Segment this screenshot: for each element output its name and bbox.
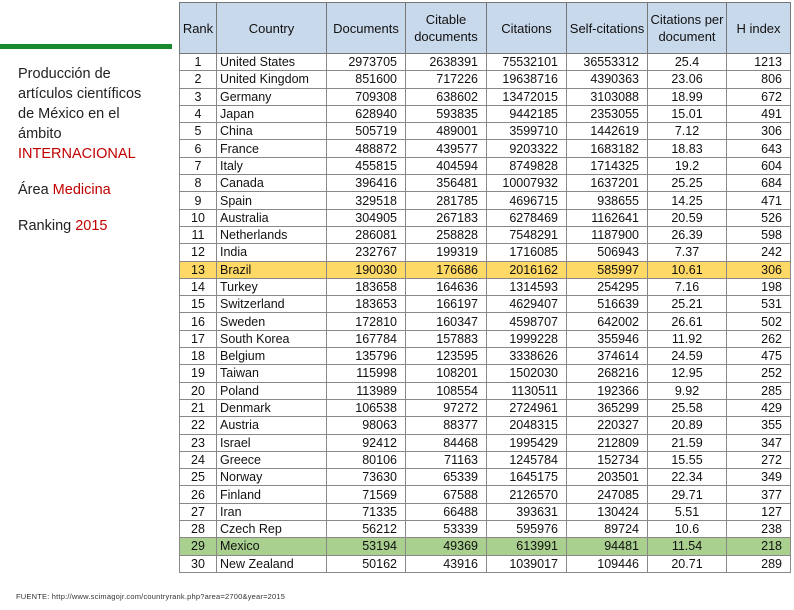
title-line-4: ámbito — [18, 126, 62, 142]
title-line-5: INTERNACIONAL — [18, 146, 136, 162]
cell-citations-per-document: 15.55 — [648, 451, 727, 468]
cell-citations: 2016162 — [487, 261, 567, 278]
title-line-3: de México en el — [18, 106, 120, 122]
cell-citations: 13472015 — [487, 88, 567, 105]
cell-self-citations: 1187900 — [567, 226, 648, 243]
cell-citable-documents: 638602 — [406, 88, 487, 105]
cell-documents: 2973705 — [327, 54, 406, 71]
header-self-citations: Self-citations — [567, 3, 648, 54]
cell-self-citations: 109446 — [567, 555, 648, 572]
cell-citations-per-document: 26.39 — [648, 226, 727, 243]
table-row — [180, 417, 791, 434]
header-citations: Citations — [487, 3, 567, 54]
cell-self-citations: 212809 — [567, 434, 648, 451]
cell-documents: 113989 — [327, 382, 406, 399]
title-line-1: Producción de — [18, 66, 111, 82]
cell-citations-per-document: 19.2 — [648, 157, 727, 174]
cell-rank: 30 — [180, 555, 217, 572]
cell-citations-per-document: 25.4 — [648, 54, 727, 71]
cell-citations-per-document: 25.21 — [648, 296, 727, 313]
cell-citations-per-document: 26.61 — [648, 313, 727, 330]
cell-country: New Zealand — [217, 555, 327, 572]
area-line — [18, 180, 178, 200]
cell-h-index: 502 — [727, 313, 791, 330]
cell-self-citations: 355946 — [567, 330, 648, 347]
cell-rank: 22 — [180, 417, 217, 434]
table-row — [180, 123, 791, 140]
cell-country: Sweden — [217, 313, 327, 330]
cell-self-citations: 247085 — [567, 486, 648, 503]
cell-self-citations: 36553312 — [567, 54, 648, 71]
table-row — [180, 54, 791, 71]
cell-citations-per-document: 18.83 — [648, 140, 727, 157]
cell-citations-per-document: 25.58 — [648, 399, 727, 416]
cell-rank: 20 — [180, 382, 217, 399]
cell-citable-documents: 123595 — [406, 348, 487, 365]
cell-citations: 9442185 — [487, 105, 567, 122]
cell-documents: 98063 — [327, 417, 406, 434]
table-row — [180, 538, 791, 555]
cell-country: Finland — [217, 486, 327, 503]
cell-documents: 50162 — [327, 555, 406, 572]
cell-h-index: 262 — [727, 330, 791, 347]
ranking-line — [18, 216, 178, 236]
cell-citations: 2724961 — [487, 399, 567, 416]
cell-self-citations: 192366 — [567, 382, 648, 399]
cell-documents: 286081 — [327, 226, 406, 243]
cell-citable-documents: 258828 — [406, 226, 487, 243]
area-label: Área — [18, 182, 49, 198]
cell-rank: 4 — [180, 105, 217, 122]
cell-country: Canada — [217, 175, 327, 192]
cell-country: Germany — [217, 88, 327, 105]
cell-rank: 16 — [180, 313, 217, 330]
cell-h-index: 1213 — [727, 54, 791, 71]
cell-citations: 1645175 — [487, 469, 567, 486]
cell-citations-per-document: 20.71 — [648, 555, 727, 572]
cell-self-citations: 1714325 — [567, 157, 648, 174]
cell-documents: 232767 — [327, 244, 406, 261]
cell-rank: 7 — [180, 157, 217, 174]
header-h-index: H index — [727, 3, 791, 54]
cell-rank: 1 — [180, 54, 217, 71]
cell-self-citations: 642002 — [567, 313, 648, 330]
source-footer: FUENTE: http://www.scimagojr.com/countryrank.php?area=2700&year=2015 — [16, 592, 286, 601]
cell-documents: 167784 — [327, 330, 406, 347]
cell-citations: 3338626 — [487, 348, 567, 365]
cell-citations: 75532101 — [487, 54, 567, 71]
cell-citations: 4629407 — [487, 296, 567, 313]
cell-citations-per-document: 10.61 — [648, 261, 727, 278]
cell-rank: 17 — [180, 330, 217, 347]
table-row — [180, 157, 791, 174]
table-row — [180, 365, 791, 382]
cell-documents: 396416 — [327, 175, 406, 192]
cell-self-citations: 938655 — [567, 192, 648, 209]
ranking-table-container — [179, 2, 794, 572]
cell-h-index: 306 — [727, 123, 791, 140]
table-row — [180, 192, 791, 209]
cell-h-index: 347 — [727, 434, 791, 451]
cell-citable-documents: 71163 — [406, 451, 487, 468]
cell-citations: 613991 — [487, 538, 567, 555]
cell-citable-documents: 176686 — [406, 261, 487, 278]
table-row — [180, 244, 791, 261]
cell-rank: 6 — [180, 140, 217, 157]
cell-citations-per-document: 25.25 — [648, 175, 727, 192]
cell-documents: 92412 — [327, 434, 406, 451]
cell-documents: 455815 — [327, 157, 406, 174]
cell-citations-per-document: 18.99 — [648, 88, 727, 105]
cell-country: Belgium — [217, 348, 327, 365]
cell-country: India — [217, 244, 327, 261]
cell-citable-documents: 267183 — [406, 209, 487, 226]
cell-country: Italy — [217, 157, 327, 174]
table-row — [180, 105, 791, 122]
cell-documents: 183658 — [327, 278, 406, 295]
cell-citations-per-document: 7.16 — [648, 278, 727, 295]
cell-self-citations: 1162641 — [567, 209, 648, 226]
cell-citable-documents: 108554 — [406, 382, 487, 399]
cell-documents: 172810 — [327, 313, 406, 330]
cell-country: Switzerland — [217, 296, 327, 313]
top-accent-rule — [0, 44, 172, 49]
cell-rank: 5 — [180, 123, 217, 140]
cell-citations-per-document: 22.34 — [648, 469, 727, 486]
cell-h-index: 218 — [727, 538, 791, 555]
cell-citations: 1314593 — [487, 278, 567, 295]
cell-documents: 80106 — [327, 451, 406, 468]
cell-country: Taiwan — [217, 365, 327, 382]
cell-h-index: 531 — [727, 296, 791, 313]
table-row — [180, 226, 791, 243]
table-row — [180, 296, 791, 313]
cell-documents: 488872 — [327, 140, 406, 157]
cell-h-index: 198 — [727, 278, 791, 295]
cell-documents: 115998 — [327, 365, 406, 382]
cell-self-citations: 89724 — [567, 521, 648, 538]
cell-h-index: 306 — [727, 261, 791, 278]
cell-h-index: 242 — [727, 244, 791, 261]
cell-h-index: 429 — [727, 399, 791, 416]
cell-self-citations: 374614 — [567, 348, 648, 365]
cell-citations-per-document: 15.01 — [648, 105, 727, 122]
cell-citable-documents: 356481 — [406, 175, 487, 192]
cell-self-citations: 365299 — [567, 399, 648, 416]
cell-citations-per-document: 29.71 — [648, 486, 727, 503]
cell-rank: 2 — [180, 71, 217, 88]
left-title-panel — [18, 64, 178, 236]
cell-citable-documents: 404594 — [406, 157, 487, 174]
cell-self-citations: 152734 — [567, 451, 648, 468]
cell-citations-per-document: 23.06 — [648, 71, 727, 88]
cell-country: United Kingdom — [217, 71, 327, 88]
cell-rank: 25 — [180, 469, 217, 486]
header-citations-per-document: Citations per document — [648, 3, 727, 54]
table-row — [180, 175, 791, 192]
cell-citations: 2048315 — [487, 417, 567, 434]
cell-country: Denmark — [217, 399, 327, 416]
cell-citations: 9203322 — [487, 140, 567, 157]
cell-citations: 4598707 — [487, 313, 567, 330]
cell-citable-documents: 164636 — [406, 278, 487, 295]
cell-documents: 709308 — [327, 88, 406, 105]
header-country: Country — [217, 3, 327, 54]
cell-country: Greece — [217, 451, 327, 468]
cell-rank: 14 — [180, 278, 217, 295]
cell-documents: 56212 — [327, 521, 406, 538]
cell-documents: 71569 — [327, 486, 406, 503]
cell-h-index: 289 — [727, 555, 791, 572]
cell-citable-documents: 66488 — [406, 503, 487, 520]
cell-citations-per-document: 10.6 — [648, 521, 727, 538]
table-row — [180, 313, 791, 330]
table-row — [180, 382, 791, 399]
table-row — [180, 521, 791, 538]
cell-citations: 10007932 — [487, 175, 567, 192]
cell-self-citations: 516639 — [567, 296, 648, 313]
cell-country: United States — [217, 54, 327, 71]
cell-country: Brazil — [217, 261, 327, 278]
cell-self-citations: 506943 — [567, 244, 648, 261]
ranking-label: Ranking — [18, 218, 72, 234]
cell-documents: 628940 — [327, 105, 406, 122]
cell-citations-per-document: 11.54 — [648, 538, 727, 555]
cell-h-index: 806 — [727, 71, 791, 88]
cell-citations: 6278469 — [487, 209, 567, 226]
cell-citable-documents: 84468 — [406, 434, 487, 451]
table-row — [180, 399, 791, 416]
table-row — [180, 451, 791, 468]
cell-documents: 851600 — [327, 71, 406, 88]
cell-citable-documents: 281785 — [406, 192, 487, 209]
cell-country: Norway — [217, 469, 327, 486]
table-row — [180, 469, 791, 486]
cell-documents: 304905 — [327, 209, 406, 226]
cell-citations: 393631 — [487, 503, 567, 520]
cell-citable-documents: 67588 — [406, 486, 487, 503]
cell-citations: 2126570 — [487, 486, 567, 503]
cell-rank: 29 — [180, 538, 217, 555]
cell-h-index: 526 — [727, 209, 791, 226]
cell-h-index: 355 — [727, 417, 791, 434]
cell-citable-documents: 439577 — [406, 140, 487, 157]
cell-citations: 1999228 — [487, 330, 567, 347]
ranking-table — [179, 2, 791, 573]
cell-self-citations: 4390363 — [567, 71, 648, 88]
cell-citations-per-document: 7.37 — [648, 244, 727, 261]
cell-rank: 23 — [180, 434, 217, 451]
cell-citations-per-document: 9.92 — [648, 382, 727, 399]
table-header-row — [180, 3, 791, 54]
cell-rank: 26 — [180, 486, 217, 503]
cell-citable-documents: 2638391 — [406, 54, 487, 71]
cell-self-citations: 94481 — [567, 538, 648, 555]
cell-rank: 28 — [180, 521, 217, 538]
cell-rank: 10 — [180, 209, 217, 226]
cell-rank: 8 — [180, 175, 217, 192]
cell-citable-documents: 65339 — [406, 469, 487, 486]
cell-country: Austria — [217, 417, 327, 434]
cell-citations-per-document: 24.59 — [648, 348, 727, 365]
cell-citations: 3599710 — [487, 123, 567, 140]
cell-citable-documents: 49369 — [406, 538, 487, 555]
cell-citable-documents: 157883 — [406, 330, 487, 347]
cell-country: Israel — [217, 434, 327, 451]
cell-h-index: 238 — [727, 521, 791, 538]
cell-h-index: 684 — [727, 175, 791, 192]
table-row — [180, 503, 791, 520]
cell-citations: 1130511 — [487, 382, 567, 399]
cell-citable-documents: 43916 — [406, 555, 487, 572]
cell-h-index: 272 — [727, 451, 791, 468]
cell-citations: 1995429 — [487, 434, 567, 451]
cell-rank: 3 — [180, 88, 217, 105]
cell-h-index: 349 — [727, 469, 791, 486]
cell-documents: 73630 — [327, 469, 406, 486]
table-row — [180, 348, 791, 365]
cell-country: South Korea — [217, 330, 327, 347]
table-row — [180, 88, 791, 105]
cell-citable-documents: 166197 — [406, 296, 487, 313]
cell-h-index: 285 — [727, 382, 791, 399]
title-line-2: artículos científicos — [18, 86, 142, 102]
area-value: Medicina — [52, 182, 111, 198]
cell-citations: 1716085 — [487, 244, 567, 261]
cell-citations-per-document: 14.25 — [648, 192, 727, 209]
cell-citable-documents: 199319 — [406, 244, 487, 261]
cell-country: Mexico — [217, 538, 327, 555]
header-citable-documents: Citable documents — [406, 3, 487, 54]
cell-documents: 190030 — [327, 261, 406, 278]
cell-documents: 505719 — [327, 123, 406, 140]
table-row — [180, 261, 791, 278]
cell-country: Czech Rep — [217, 521, 327, 538]
cell-documents: 329518 — [327, 192, 406, 209]
cell-country: Turkey — [217, 278, 327, 295]
cell-documents: 183653 — [327, 296, 406, 313]
cell-h-index: 672 — [727, 88, 791, 105]
cell-self-citations: 130424 — [567, 503, 648, 520]
cell-self-citations: 220327 — [567, 417, 648, 434]
cell-citable-documents: 108201 — [406, 365, 487, 382]
cell-citations-per-document: 7.12 — [648, 123, 727, 140]
cell-rank: 11 — [180, 226, 217, 243]
cell-citations: 1039017 — [487, 555, 567, 572]
table-row — [180, 330, 791, 347]
cell-citations-per-document: 12.95 — [648, 365, 727, 382]
cell-citable-documents: 593835 — [406, 105, 487, 122]
cell-citable-documents: 717226 — [406, 71, 487, 88]
cell-h-index: 475 — [727, 348, 791, 365]
ranking-year: 2015 — [75, 218, 108, 234]
cell-h-index: 604 — [727, 157, 791, 174]
cell-country: Spain — [217, 192, 327, 209]
cell-citations: 19638716 — [487, 71, 567, 88]
cell-rank: 24 — [180, 451, 217, 468]
table-row — [180, 71, 791, 88]
table-row — [180, 140, 791, 157]
cell-h-index: 491 — [727, 105, 791, 122]
cell-self-citations: 203501 — [567, 469, 648, 486]
cell-citable-documents: 53339 — [406, 521, 487, 538]
cell-citable-documents: 489001 — [406, 123, 487, 140]
cell-country: Poland — [217, 382, 327, 399]
cell-rank: 19 — [180, 365, 217, 382]
cell-citations: 1245784 — [487, 451, 567, 468]
cell-rank: 18 — [180, 348, 217, 365]
cell-country: Netherlands — [217, 226, 327, 243]
cell-self-citations: 2353055 — [567, 105, 648, 122]
cell-citations: 1502030 — [487, 365, 567, 382]
cell-h-index: 598 — [727, 226, 791, 243]
table-row — [180, 486, 791, 503]
cell-self-citations: 1683182 — [567, 140, 648, 157]
header-documents: Documents — [327, 3, 406, 54]
cell-citations-per-document: 21.59 — [648, 434, 727, 451]
cell-documents: 71335 — [327, 503, 406, 520]
header-rank: Rank — [180, 3, 217, 54]
cell-rank: 9 — [180, 192, 217, 209]
cell-citations: 8749828 — [487, 157, 567, 174]
table-body — [180, 54, 791, 573]
cell-rank: 15 — [180, 296, 217, 313]
cell-h-index: 252 — [727, 365, 791, 382]
cell-country: Australia — [217, 209, 327, 226]
cell-citable-documents: 88377 — [406, 417, 487, 434]
cell-rank: 21 — [180, 399, 217, 416]
cell-rank: 13 — [180, 261, 217, 278]
cell-country: Iran — [217, 503, 327, 520]
cell-country: Japan — [217, 105, 327, 122]
cell-country: France — [217, 140, 327, 157]
cell-documents: 135796 — [327, 348, 406, 365]
cell-h-index: 127 — [727, 503, 791, 520]
cell-rank: 12 — [180, 244, 217, 261]
cell-self-citations: 254295 — [567, 278, 648, 295]
cell-h-index: 643 — [727, 140, 791, 157]
cell-rank: 27 — [180, 503, 217, 520]
cell-citations: 7548291 — [487, 226, 567, 243]
table-row — [180, 278, 791, 295]
cell-citations-per-document: 20.59 — [648, 209, 727, 226]
cell-self-citations: 585997 — [567, 261, 648, 278]
cell-citations: 4696715 — [487, 192, 567, 209]
cell-citations-per-document: 11.92 — [648, 330, 727, 347]
cell-country: China — [217, 123, 327, 140]
cell-self-citations: 268216 — [567, 365, 648, 382]
cell-self-citations: 1442619 — [567, 123, 648, 140]
cell-documents: 106538 — [327, 399, 406, 416]
cell-documents: 53194 — [327, 538, 406, 555]
cell-h-index: 471 — [727, 192, 791, 209]
cell-self-citations: 3103088 — [567, 88, 648, 105]
cell-h-index: 377 — [727, 486, 791, 503]
cell-citable-documents: 97272 — [406, 399, 487, 416]
table-row — [180, 209, 791, 226]
cell-citable-documents: 160347 — [406, 313, 487, 330]
cell-citations: 595976 — [487, 521, 567, 538]
cell-citations-per-document: 5.51 — [648, 503, 727, 520]
table-row — [180, 434, 791, 451]
table-row — [180, 555, 791, 572]
cell-citations-per-document: 20.89 — [648, 417, 727, 434]
cell-self-citations: 1637201 — [567, 175, 648, 192]
